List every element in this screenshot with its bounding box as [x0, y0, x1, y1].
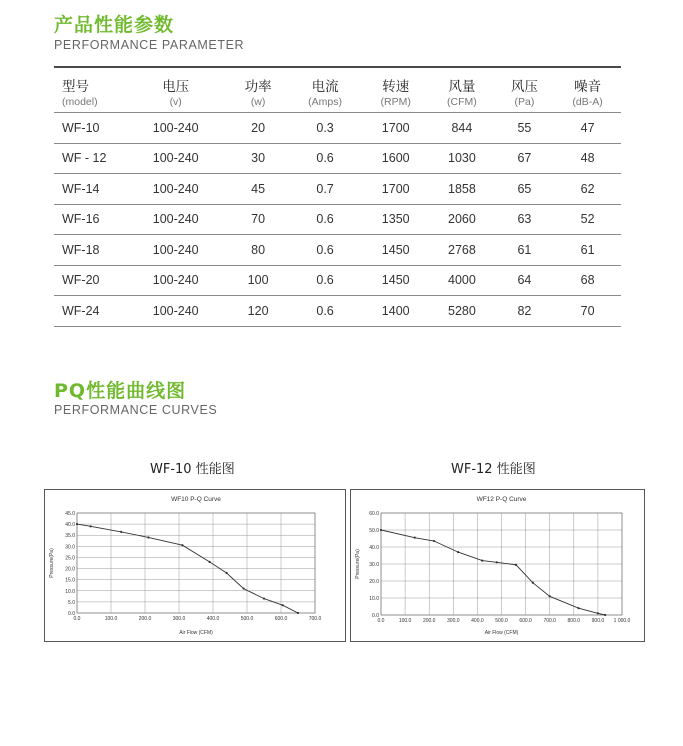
y-axis-label: Pressure(Pa) [49, 548, 55, 578]
table-cell: 100-240 [123, 143, 228, 174]
data-point [297, 612, 299, 614]
data-point [597, 612, 599, 614]
table-cell: 100-240 [123, 235, 228, 266]
wf12-chart-svg [351, 490, 644, 641]
plot-area [77, 513, 315, 613]
x-tick-label: 300.0 [447, 618, 460, 624]
table-cell: 0.3 [288, 113, 363, 144]
params-section-title: 产品性能参数 [54, 14, 175, 36]
table-cell: WF-24 [54, 296, 123, 327]
table-cell: WF-18 [54, 235, 123, 266]
y-tick-label: 35.0 [65, 533, 75, 540]
data-point [76, 523, 78, 525]
x-axis-label: Air Flow (CFM) [484, 630, 519, 636]
column-header [429, 67, 495, 113]
table-cell: 2768 [429, 235, 495, 266]
table-cell: 63 [495, 204, 554, 235]
data-point [226, 572, 228, 574]
x-tick-label: 0.0 [73, 616, 81, 622]
column-header-unit: (RPM) [380, 95, 411, 108]
table-row [54, 235, 621, 266]
table-row [54, 265, 621, 296]
data-point [263, 597, 265, 599]
data-point [532, 582, 534, 584]
table-cell: 1700 [362, 174, 429, 205]
data-point [181, 544, 183, 546]
table-cell: 1858 [429, 174, 495, 205]
column-header [495, 67, 554, 113]
data-point [147, 536, 149, 538]
table-cell: 55 [495, 113, 554, 144]
table-cell: 20 [228, 113, 287, 144]
table-cell: 1700 [362, 113, 429, 144]
table-cell: 64 [495, 265, 554, 296]
table-cell: 48 [554, 143, 621, 174]
y-tick-label: 30.0 [65, 544, 75, 551]
data-point [414, 537, 416, 539]
x-axis-label: Air Flow (CFM) [179, 630, 213, 636]
y-tick-label: 30.0 [369, 562, 379, 568]
table-cell: 0.6 [288, 235, 363, 266]
column-header-label: 风压 [510, 78, 538, 95]
y-tick-label: 45.0 [65, 511, 75, 517]
table-cell: 0.7 [288, 174, 363, 205]
column-header [228, 67, 287, 113]
table-cell: 1400 [362, 296, 429, 327]
column-header-unit: (Pa) [514, 95, 535, 108]
y-tick-label: 5.0 [68, 599, 75, 606]
data-point [433, 540, 435, 542]
column-header-unit: (v) [169, 95, 182, 108]
table-cell: 5280 [429, 296, 495, 327]
table-cell: 2060 [429, 204, 495, 235]
x-tick-label: 200.0 [422, 618, 436, 624]
table-row [54, 174, 621, 205]
y-tick-label: 15.0 [65, 577, 75, 584]
column-header-label: 电流 [311, 78, 339, 95]
data-point [457, 551, 459, 553]
table-cell: 844 [429, 113, 495, 144]
data-point [515, 564, 517, 566]
wf10-pq-chart [44, 489, 346, 642]
table-cell: 70 [554, 296, 621, 327]
table-cell: 100-240 [123, 174, 228, 205]
column-header-unit: (CFM) [447, 95, 477, 108]
x-tick-label: 600.0 [274, 616, 288, 622]
column-header [554, 67, 621, 113]
table-cell: 1030 [429, 143, 495, 174]
y-tick-label: 20.0 [369, 579, 379, 585]
table-cell: WF-16 [54, 204, 123, 235]
data-point [90, 525, 92, 527]
table-row [54, 296, 621, 327]
column-header-label: 转速 [382, 78, 410, 95]
table-cell: WF-14 [54, 174, 123, 205]
table-cell: 0.6 [288, 296, 363, 327]
data-point [481, 560, 483, 562]
y-tick-label: 20.0 [65, 566, 75, 573]
table-cell: 120 [228, 296, 287, 327]
x-tick-label: 500.0 [240, 616, 254, 622]
x-tick-label: 100.0 [104, 616, 118, 622]
table-row [54, 204, 621, 235]
x-tick-label: 1 000.0 [613, 618, 631, 624]
table-row [54, 143, 621, 174]
x-tick-label: 800.0 [567, 618, 581, 624]
table-cell: 70 [228, 204, 287, 235]
column-header-label: 噪音 [574, 78, 602, 95]
table-cell: 4000 [429, 265, 495, 296]
table-header-row [54, 67, 621, 113]
table-cell: 1450 [362, 235, 429, 266]
y-axis-label: Pressure(Pa) [355, 549, 361, 579]
y-tick-label: 25.0 [65, 555, 75, 562]
data-point [380, 529, 382, 531]
table-cell: 45 [228, 174, 287, 205]
column-header-label: 电压 [162, 78, 190, 95]
column-header-unit: (Amps) [308, 95, 342, 108]
table-cell: 65 [495, 174, 554, 205]
table-cell: 67 [495, 143, 554, 174]
y-tick-label: 40.0 [369, 545, 379, 551]
y-tick-label: 50.0 [369, 528, 379, 534]
x-tick-label: 0.0 [377, 618, 385, 624]
table-cell: 100-240 [123, 204, 228, 235]
table-cell: 61 [495, 235, 554, 266]
wf12-chart-heading: WF-12 性能图 [451, 462, 536, 477]
x-tick-label: 400.0 [471, 618, 484, 624]
data-point [549, 595, 551, 597]
y-tick-label: 40.0 [65, 522, 75, 529]
y-tick-label: 60.0 [369, 511, 379, 517]
x-tick-label: 700.0 [308, 616, 322, 622]
table-cell: 47 [554, 113, 621, 144]
data-point [282, 604, 284, 606]
y-tick-label: 10.0 [369, 596, 379, 602]
wf10-chart-heading: WF-10 性能图 [150, 462, 235, 477]
table-cell: WF-20 [54, 265, 123, 296]
table-cell: 100-240 [123, 113, 228, 144]
data-point [243, 587, 245, 589]
table-cell: 82 [495, 296, 554, 327]
chart-title: WF10 P-Q Curve [171, 496, 221, 503]
data-point [604, 614, 606, 616]
table-row [54, 113, 621, 144]
wf10-chart-svg [45, 490, 345, 641]
x-tick-label: 500.0 [495, 618, 508, 624]
table-cell: 62 [554, 174, 621, 205]
column-header-unit: (model) [62, 95, 98, 108]
column-header-unit: (dB-A) [572, 95, 603, 108]
column-header [288, 67, 363, 113]
x-tick-label: 900.0 [591, 618, 605, 624]
column-header [123, 67, 228, 113]
table-body [54, 113, 621, 327]
table-cell: 80 [228, 235, 287, 266]
table-cell: 0.6 [288, 143, 363, 174]
x-tick-label: 200.0 [138, 616, 152, 622]
params-section-subtitle: PERFORMANCE PARAMETER [54, 38, 245, 52]
table-cell: 100-240 [123, 265, 228, 296]
table-cell: WF-10 [54, 113, 123, 144]
column-header-label: 型号 [62, 78, 89, 95]
data-point [209, 561, 211, 563]
table-cell: 0.6 [288, 265, 363, 296]
x-tick-label: 400.0 [206, 616, 220, 622]
table-cell: 61 [554, 235, 621, 266]
y-tick-label: 0.0 [68, 611, 75, 617]
table-cell: WF - 12 [54, 143, 123, 174]
table-cell: 30 [228, 143, 287, 174]
data-point [120, 531, 122, 533]
x-tick-label: 600.0 [519, 618, 532, 624]
chart-title: WF12 P-Q Curve [476, 496, 527, 503]
table-cell: 1350 [362, 204, 429, 235]
column-header [362, 67, 429, 113]
table-cell: 0.6 [288, 204, 363, 235]
column-header-unit: (w) [250, 95, 266, 108]
x-tick-label: 100.0 [398, 618, 412, 624]
table-cell: 1450 [362, 265, 429, 296]
x-tick-label: 300.0 [172, 616, 186, 622]
data-point [578, 607, 580, 609]
data-point [496, 561, 498, 563]
table-cell: 52 [554, 204, 621, 235]
table-cell: 100 [228, 265, 287, 296]
table-cell: 100-240 [123, 296, 228, 327]
column-header-label: 风量 [448, 78, 476, 95]
column-header-label: 功率 [244, 78, 272, 95]
curves-section-subtitle: PERFORMANCE CURVES [54, 403, 218, 417]
curves-section-title: PQ性能曲线图 [54, 380, 187, 402]
wf12-pq-chart [350, 489, 645, 642]
x-tick-label: 700.0 [543, 618, 556, 624]
table-header [54, 67, 621, 113]
table-cell: 68 [554, 265, 621, 296]
y-tick-label: 0.0 [372, 613, 379, 619]
pq-curve-line [381, 530, 605, 615]
performance-parameter-table [54, 66, 621, 327]
y-tick-label: 10.0 [65, 588, 75, 595]
column-header [54, 67, 123, 113]
table-cell: 1600 [362, 143, 429, 174]
